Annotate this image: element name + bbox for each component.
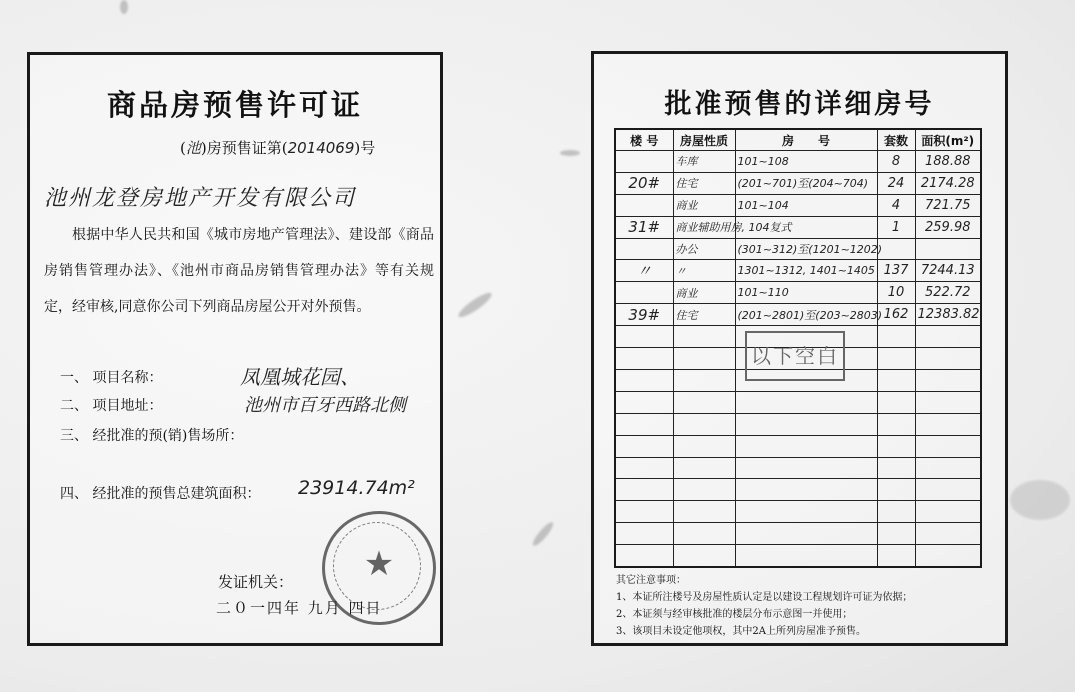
cell-room-no: (201~701)至(204~704) [735, 172, 877, 194]
item-label: 三、 经批准的预(销)售场所： [60, 428, 244, 444]
approved-rooms-sheet [591, 51, 1008, 646]
developer-company: 池州龙登房地产开发有限公司 [44, 186, 357, 211]
cell-area [915, 457, 981, 479]
cell-area: 188.88 [915, 151, 981, 173]
cell-units [877, 457, 915, 479]
cell-type: 商业 [673, 282, 735, 304]
item-sales-location [60, 425, 243, 445]
cell-type [673, 435, 735, 457]
cell-building: 39# [615, 304, 673, 326]
smudge [530, 520, 555, 548]
cell-area: 7244.13 [915, 260, 981, 282]
cell-area: 12383.82 [915, 304, 981, 326]
cell-units [877, 479, 915, 501]
cell-units: 162 [877, 304, 915, 326]
table-header-row [615, 129, 981, 151]
cell-type [673, 501, 735, 523]
cell-area [915, 435, 981, 457]
table-row [615, 194, 981, 216]
presale-permit-certificate [27, 52, 443, 646]
issuing-authority-label: 发证机关： [218, 573, 294, 591]
col-room-no: 房 号 [735, 129, 877, 151]
cell-units: 8 [877, 151, 915, 173]
table-row [615, 172, 981, 194]
cell-area [915, 391, 981, 413]
cell-type: 〃 [673, 260, 735, 282]
cell-units: 10 [877, 282, 915, 304]
table-row [615, 260, 981, 282]
col-type: 房屋性质 [673, 129, 735, 151]
cell-type [673, 370, 735, 392]
item-project-name [60, 365, 360, 389]
table-row [615, 391, 981, 413]
table-row [615, 457, 981, 479]
notes-section [616, 572, 986, 640]
star-icon: ★ [363, 544, 395, 584]
cert-no-number: 2014069 [287, 139, 355, 157]
cell-area: 522.72 [915, 282, 981, 304]
smudge [1010, 480, 1070, 520]
cell-type: 办公 [673, 238, 735, 260]
cell-area: 721.75 [915, 194, 981, 216]
cell-type: 车库 [673, 151, 735, 173]
note-item: 3、该项目未设定他项权，其中2A上所列房屋准予预售。 [616, 626, 866, 637]
cell-units [877, 391, 915, 413]
cell-type [673, 457, 735, 479]
cell-room-no [735, 391, 877, 413]
cert-no-suffix: )号 [354, 139, 376, 157]
item-value: 凤凰城花园、 [240, 365, 360, 389]
cell-building: 20# [615, 172, 673, 194]
cell-units [877, 413, 915, 435]
notes-title: 其它注意事项： [616, 575, 686, 586]
cell-building [615, 545, 673, 567]
cell-type [673, 326, 735, 348]
cell-units: 1 [877, 216, 915, 238]
item-label: 一、 项目名称： [60, 370, 163, 386]
item-label: 四、 经批准的预售总建筑面积： [60, 486, 261, 502]
cell-building [615, 326, 673, 348]
cell-area [915, 348, 981, 370]
cell-area: 259.98 [915, 216, 981, 238]
cert-no-mid: )房预售证第( [200, 139, 288, 157]
cell-building: 〃 [615, 260, 673, 282]
cell-building [615, 194, 673, 216]
cell-room-no: 101~110 [735, 282, 877, 304]
col-building: 楼 号 [615, 129, 673, 151]
cell-building [615, 501, 673, 523]
item-label: 二、 项目地址： [60, 398, 163, 414]
cell-area [915, 545, 981, 567]
cell-room-no [735, 435, 877, 457]
cell-type [673, 523, 735, 545]
cell-units [877, 348, 915, 370]
cell-building [615, 391, 673, 413]
cell-type [673, 391, 735, 413]
official-seal [322, 511, 436, 625]
col-area: 面积(m²) [915, 129, 981, 151]
cell-type [673, 413, 735, 435]
cell-type [673, 348, 735, 370]
cell-building [615, 370, 673, 392]
cell-room-no [735, 523, 877, 545]
table-row [615, 216, 981, 238]
note-item: 1、本证所注楼号及房屋性质认定是以建设工程规划许可证为依据； [616, 592, 913, 603]
cell-room-no: 101~108 [735, 151, 877, 173]
item-total-area [60, 477, 415, 503]
table-row [615, 304, 981, 326]
item-value: 23914.74m² [298, 477, 415, 499]
cell-building [615, 457, 673, 479]
cell-room-no [735, 479, 877, 501]
cell-area [915, 413, 981, 435]
cert-no-region: 池 [185, 139, 201, 157]
cell-type: 商业 [673, 194, 735, 216]
cell-units [877, 523, 915, 545]
cell-type [673, 545, 735, 567]
table-row [615, 435, 981, 457]
cell-type [673, 479, 735, 501]
certificate-title: 商品房预售许可证 [106, 88, 363, 122]
cell-area [915, 238, 981, 260]
cell-units [877, 370, 915, 392]
cell-room-no: (301~312)至(1201~1202) [735, 238, 877, 260]
cell-building [615, 238, 673, 260]
cell-building [615, 479, 673, 501]
table-row [615, 501, 981, 523]
table-row [615, 238, 981, 260]
cell-area [915, 370, 981, 392]
issue-date: 二０一四年 九月 四日 [216, 599, 383, 617]
table-row [615, 523, 981, 545]
cell-area: 2174.28 [915, 172, 981, 194]
table-row [615, 479, 981, 501]
smudge [560, 150, 580, 156]
cell-room-no [735, 413, 877, 435]
col-units: 套数 [877, 129, 915, 151]
cell-building: 31# [615, 216, 673, 238]
certificate-body: 根据中华人民共和国《城市房地产管理法》、建设部《商品房销售管理办法》、《池州市商品房销售管理办法》等有关规定，经审核,同意你公司下列商品房屋公开对外预售。 [44, 227, 434, 315]
table-row [615, 413, 981, 435]
smudge [120, 0, 128, 14]
cell-room-no [735, 545, 877, 567]
sheet-title: 批准预售的详细房号 [664, 89, 935, 120]
cell-building [615, 435, 673, 457]
cell-units [877, 238, 915, 260]
cell-building [615, 282, 673, 304]
blank-below-stamp: 以下空白 [745, 331, 845, 381]
cell-building [615, 523, 673, 545]
table-row [615, 545, 981, 567]
cell-building [615, 348, 673, 370]
cell-units: 24 [877, 172, 915, 194]
cell-room-no: 101~104 [735, 194, 877, 216]
cell-units [877, 435, 915, 457]
cell-type: 商业辅助用房, 104复式 [673, 216, 735, 238]
cell-units [877, 501, 915, 523]
cell-area [915, 523, 981, 545]
cell-building [615, 413, 673, 435]
cell-building [615, 151, 673, 173]
cell-room-no: (201~2801)至(203~2803) [735, 304, 877, 326]
table-row [615, 151, 981, 173]
item-value: 池州市百牙西路北侧 [244, 395, 406, 416]
cell-area [915, 326, 981, 348]
cell-units [877, 545, 915, 567]
cell-type: 住宅 [673, 304, 735, 326]
cell-area [915, 479, 981, 501]
cell-units: 4 [877, 194, 915, 216]
cell-room-no: 1301~1312, 1401~1405 [735, 260, 877, 282]
cert-no-prefix: ( [180, 139, 186, 157]
smudge [456, 289, 495, 320]
certificate-number [180, 137, 375, 158]
cell-type: 住宅 [673, 172, 735, 194]
cell-room-no [735, 501, 877, 523]
table-row [615, 282, 981, 304]
cell-units [877, 326, 915, 348]
cell-area [915, 501, 981, 523]
cell-room-no [735, 457, 877, 479]
item-project-address [60, 395, 406, 416]
cell-units: 137 [877, 260, 915, 282]
note-item: 2、本证须与经审核批准的楼层分布示意图一并使用； [616, 609, 853, 620]
